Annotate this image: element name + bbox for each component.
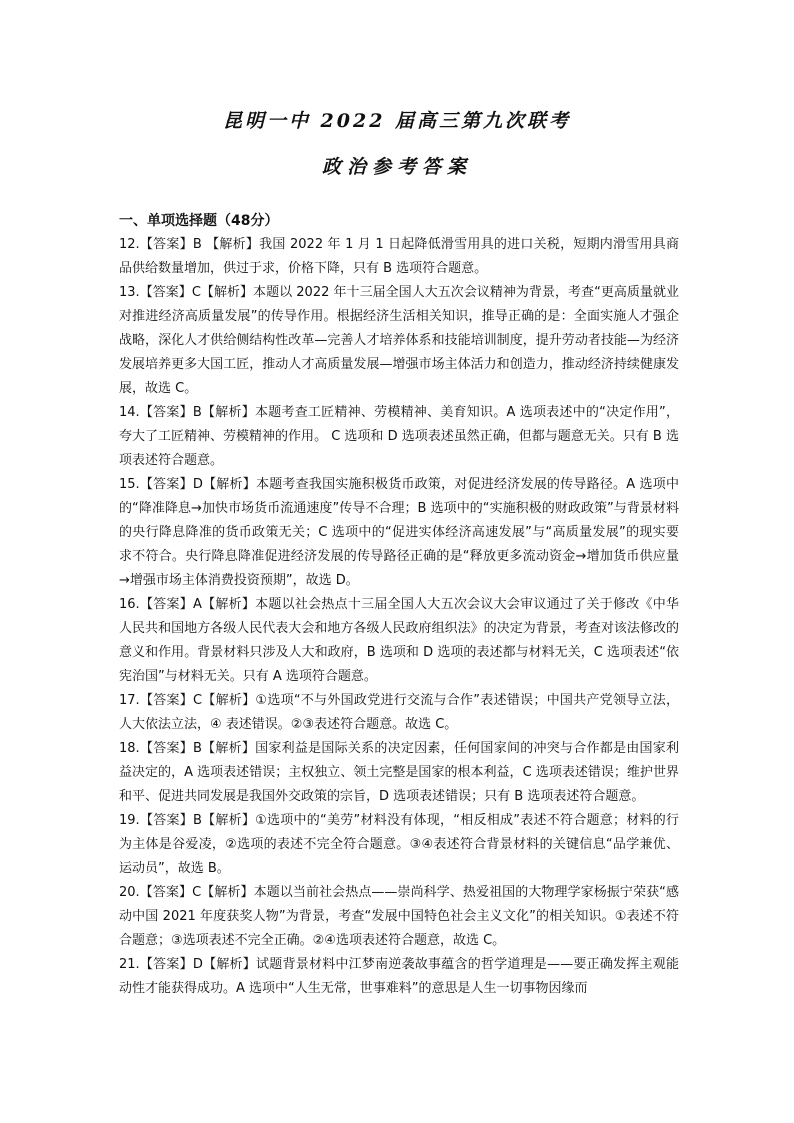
answer-tag: 【答案】D	[139, 957, 203, 972]
answer-tag: 【答案】A	[139, 597, 202, 612]
analysis-tag: 【解析】	[201, 813, 256, 828]
answer-text: 本题考查我国实施积极货币政策，对促进经济发展的传导路径。A 选项中的“降准降息→加快市场货币流通速度”传导不合理；B 选项中的“实施积极的财政政策”与背景材料的央行降息降准的货币政策无关；C 选项中的“促进实体经济高速发展”与“高质量发展”的现实要求不符合。央行降息降准促进经济发展的传导路径正确的是“释放更多流动资金→增加货币供应量→增强市场主体消费投资预期”，故选 D。	[119, 477, 679, 588]
answer-tag: 【答案】B	[139, 741, 202, 756]
answer-tag: 【答案】B	[139, 813, 202, 828]
answer-item-15	[119, 473, 679, 593]
analysis-tag: 【解析】	[201, 885, 254, 900]
answer-item-16	[119, 593, 679, 689]
answer-item-21	[119, 953, 679, 1001]
answer-item-20	[119, 881, 679, 953]
question-number: 19.	[119, 813, 140, 828]
answer-text: 本题考查工匠精神、劳模精神、美育知识。A 选项表述中的“决定作用”，夸大了工匠精神、劳模精神的作用。 C 选项和 D 选项表述虽然正确，但都与题意无关。只有 B 选项表述符合题意。	[119, 405, 680, 468]
answer-text: 国家利益是国际关系的决定因素，任何国家间的冲突与合作都是由国家利益决定的，A 选项表述错误；主权独立、领土完整是国家的根本利益，C 选项表述错误；维护世界和平、促进共同发展是我国外交政策的宗旨，D 选项表述错误；只有 B 选项表述符合题意。	[119, 741, 679, 804]
answer-tag: 【答案】C	[139, 285, 201, 300]
analysis-tag: 【解析】	[202, 477, 256, 492]
analysis-tag: 【解析】	[202, 957, 257, 972]
answer-item-18	[119, 737, 679, 809]
question-number: 21.	[119, 957, 140, 972]
analysis-tag: 【解析】	[201, 597, 256, 612]
section-heading: 一、单项选择题（48分）	[119, 213, 279, 229]
answer-text: ①选项中的“美劳”材料没有体现，“相反相成”表述不符合题意；材料的行为主体是谷爱凌，②选项的表述不完全符合题意。③④表述符合背景材料的关键信息“品学兼优、运动员”，故选 B。	[119, 813, 679, 876]
answer-item-12	[119, 233, 679, 281]
answer-tag: 【答案】B	[139, 405, 202, 420]
analysis-tag: 【解析】	[200, 285, 254, 300]
analysis-tag: 【解析】	[201, 237, 260, 252]
answer-item-17	[119, 689, 679, 737]
answer-text: 本题以社会热点十三届全国人大五次会议大会审议通过了关于修改《中华人民共和国地方各级人民代表大会和地方各级人民政府组织法》的决定为背景，考查对该法修改的意义和作用。背景材料只涉及人大和政府，B 选项和 D 选项的表述都与材料无关，C 选项表述“依宪治国”与材料无关。只有 A 选项符合题意。	[119, 597, 679, 684]
answer-tag: 【答案】B	[139, 237, 202, 252]
answer-text: ①选项“不与外国政党进行交流与合作”表述错误；中国共产党领导立法，人大依法立法，④ 表述错误。②③表述符合题意。故选 C。	[119, 693, 679, 732]
question-number: 16.	[119, 597, 140, 612]
analysis-tag: 【解析】	[201, 741, 256, 756]
answer-tag: 【答案】C	[139, 885, 202, 900]
answer-item-19	[119, 809, 679, 881]
question-number: 18.	[119, 741, 140, 756]
answer-list	[119, 233, 679, 1001]
analysis-tag: 【解析】	[202, 693, 256, 708]
answer-text: 本题以 2022 年十三届全国人大五次会议精神为背景，考查“更高质量就业对推进经济高质量发展”的传导作用。根据经济生活相关知识，推导正确的是：全面实施人才强企战略，深化人才供给侧结构性改革—完善人才培养体系和技能培训制度，提升劳动者技能—为经济发展培养更多大国工匠，推动人才高质量发展—增强市场主体活力和创造力，推动经济持续健康发展，故选 C。	[119, 285, 679, 396]
analysis-tag: 【解析】	[201, 405, 255, 420]
question-number: 12.	[119, 237, 140, 252]
answer-text: 本题以当前社会热点——崇尚科学、热爱祖国的大物理学家杨振宁荣获“感动中国 2021 年度获奖人物”为背景，考查“发展中国特色社会主义文化”的相关知识。①表述不符合题意；③选项表述不完全正确。②④选项表述符合题意，故选 C。	[119, 885, 679, 948]
question-number: 13.	[119, 285, 140, 300]
question-number: 20.	[119, 885, 140, 900]
answer-item-13	[119, 281, 679, 401]
answer-tag: 【答案】C	[139, 693, 203, 708]
question-number: 17.	[119, 693, 140, 708]
document-subtitle: 政治参考答案	[321, 156, 472, 178]
answer-item-14	[119, 401, 679, 473]
answer-text: 试题背景材料中江梦南逆袭故事蕴含的哲学道理是——要正确发挥主观能动性才能获得成功。A 选项中“人生无常，世事难料”的意思是人生一切事物因缘而	[119, 957, 679, 996]
question-number: 14.	[119, 405, 140, 420]
question-number: 15.	[119, 477, 140, 492]
document-title: 昆明一中 2022 届高三第九次联考	[222, 110, 572, 132]
answer-text: 我国 2022 年 1 月 1 日起降低滑雪用具的进口关税，短期内滑雪用具商品供给数量增加，供过于求，价格下降，只有 B 选项符合题意。	[119, 237, 680, 276]
answer-tag: 【答案】D	[139, 477, 203, 492]
